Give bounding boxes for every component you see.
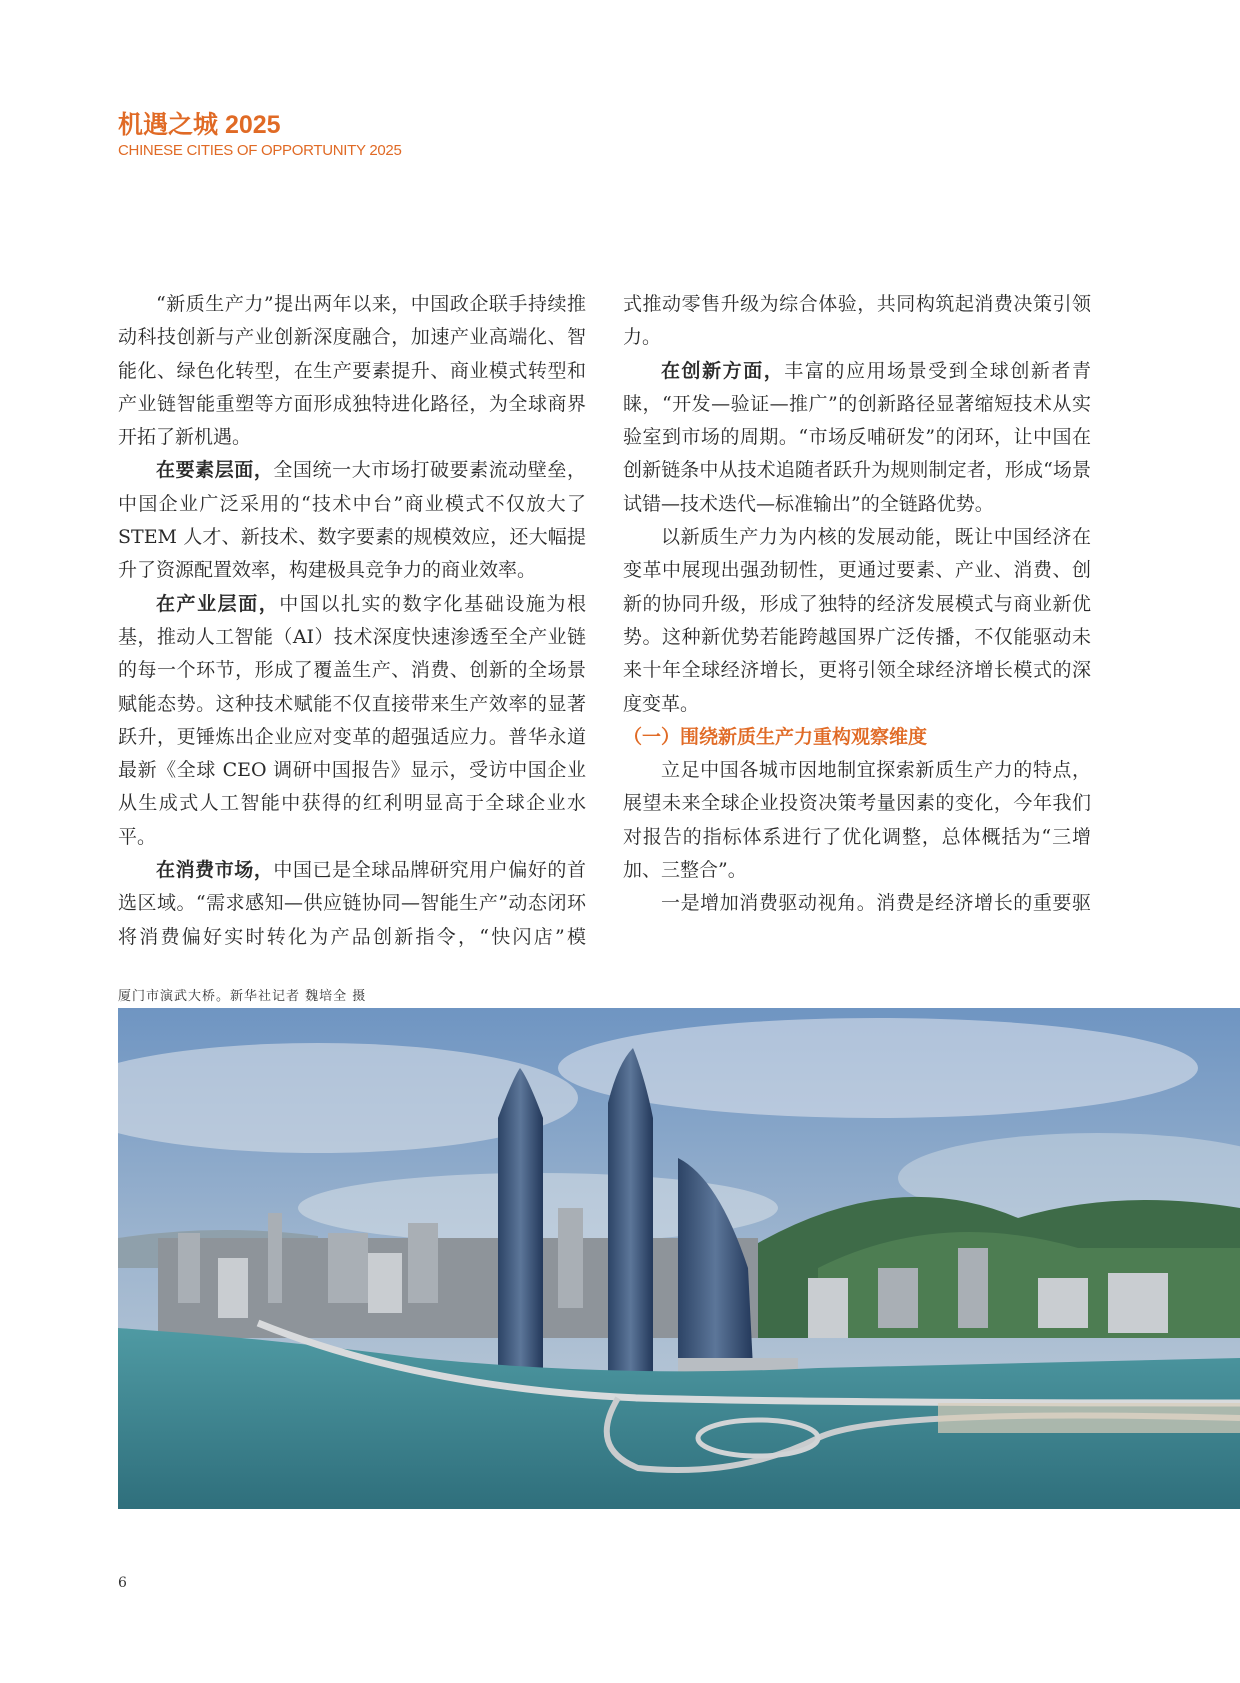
paragraph-lead: 在产业层面， [156, 592, 280, 615]
paragraph-text: 全国统一大市场打破要素流动壁垒，中国企业广泛采用的“技术中台”商业模式不仅放大了STEM 人才、新技术、数字要素的规模效应，还大幅提升了资源配置效率，构建极具竞争力的商业效率。 [118, 459, 586, 582]
paragraph-lead: 在消费市场， [156, 859, 274, 882]
publication-subtitle: CHINESE CITIES OF OPPORTUNITY 2025 [118, 142, 402, 159]
paragraph: “新质生产力”提出两年以来，中国政企联手持续推动科技创新与产业创新深度融合，加速产业高端化、智能化、绿色化转型，在生产要素提升、商业模式转型和产业链智能重塑等方面形成独特进化路径，为全球商界开拓了新机遇。 [118, 293, 586, 449]
paragraph: 一是增加消费驱动视角。消费是经济增长的重要驱 [661, 892, 1091, 915]
paragraph-continuation: 式推动零售升级为综合体验，共同构筑起消费决策引领力。 [623, 293, 1091, 349]
right-column [623, 288, 1091, 921]
paragraph: 立足中国各城市因地制宜探索新质生产力的特点，展望未来全球企业投资决策考量因素的变化，今年我们对报告的指标体系进行了优化调整，总体概括为“三增加、三整合”。 [623, 759, 1091, 882]
xiamen-skyline-image [118, 1008, 1240, 1509]
paragraph [118, 454, 586, 587]
paragraph: 以新质生产力为内核的发展动能，既让中国经济在变革中展现出强劲韧性，更通过要素、产业、消费、创新的协同升级，形成了独特的经济发展模式与商业新优势。这种新优势若能跨越国界广泛传播，不仅能驱动未来十年全球经济增长，更将引领全球经济增长模式的深度变革。 [623, 526, 1091, 715]
paragraph [623, 355, 1091, 521]
paragraph-text: 中国以扎实的数字化基础设施为根基，推动人工智能（AI）技术深度快速渗透至全产业链的每一个环节，形成了覆盖生产、消费、创新的全场景赋能态势。这种技术赋能不仅直接带来生产效率的显著跃升，更锤炼出企业应对变革的超强适应力。普华永道最新《全球 CEO 调研中国报告》显示，受访中国企业从生成式人工智能中获得的红利明显高于全球企业水平。 [118, 592, 586, 848]
paragraph-lead: 在要素层面， [156, 459, 274, 482]
photo-caption: 厦门市演武大桥。新华社记者 魏培全 摄 [118, 989, 367, 1004]
left-column [118, 288, 586, 954]
page-number: 6 [118, 1575, 127, 1591]
section-heading: （一）围绕新质生产力重构观察维度 [623, 726, 928, 748]
paragraph [118, 588, 586, 854]
paragraph-lead: 在创新方面， [661, 359, 785, 382]
paragraph [118, 854, 586, 954]
publication-title: 机遇之城 2025 [118, 111, 281, 139]
paragraph-text: 中国已是全球品牌研究用户偏好的首选区域。“需求感知—供应链协同—智能生产”动态闭环将消费偏好实时转化为产品创新指令，“快闪店”模 [118, 859, 586, 948]
paragraph-text: 丰富的应用场景受到全球创新者青睐，“开发—验证—推广”的创新路径显著缩短技术从实验室到市场的周期。“市场反哺研发”的闭环，让中国在创新链条中从技术追随者跃升为规则制定者，形成“场景试错—技术迭代—标准输出”的全链路优势。 [623, 359, 1091, 515]
city-photo [118, 1008, 1240, 1509]
